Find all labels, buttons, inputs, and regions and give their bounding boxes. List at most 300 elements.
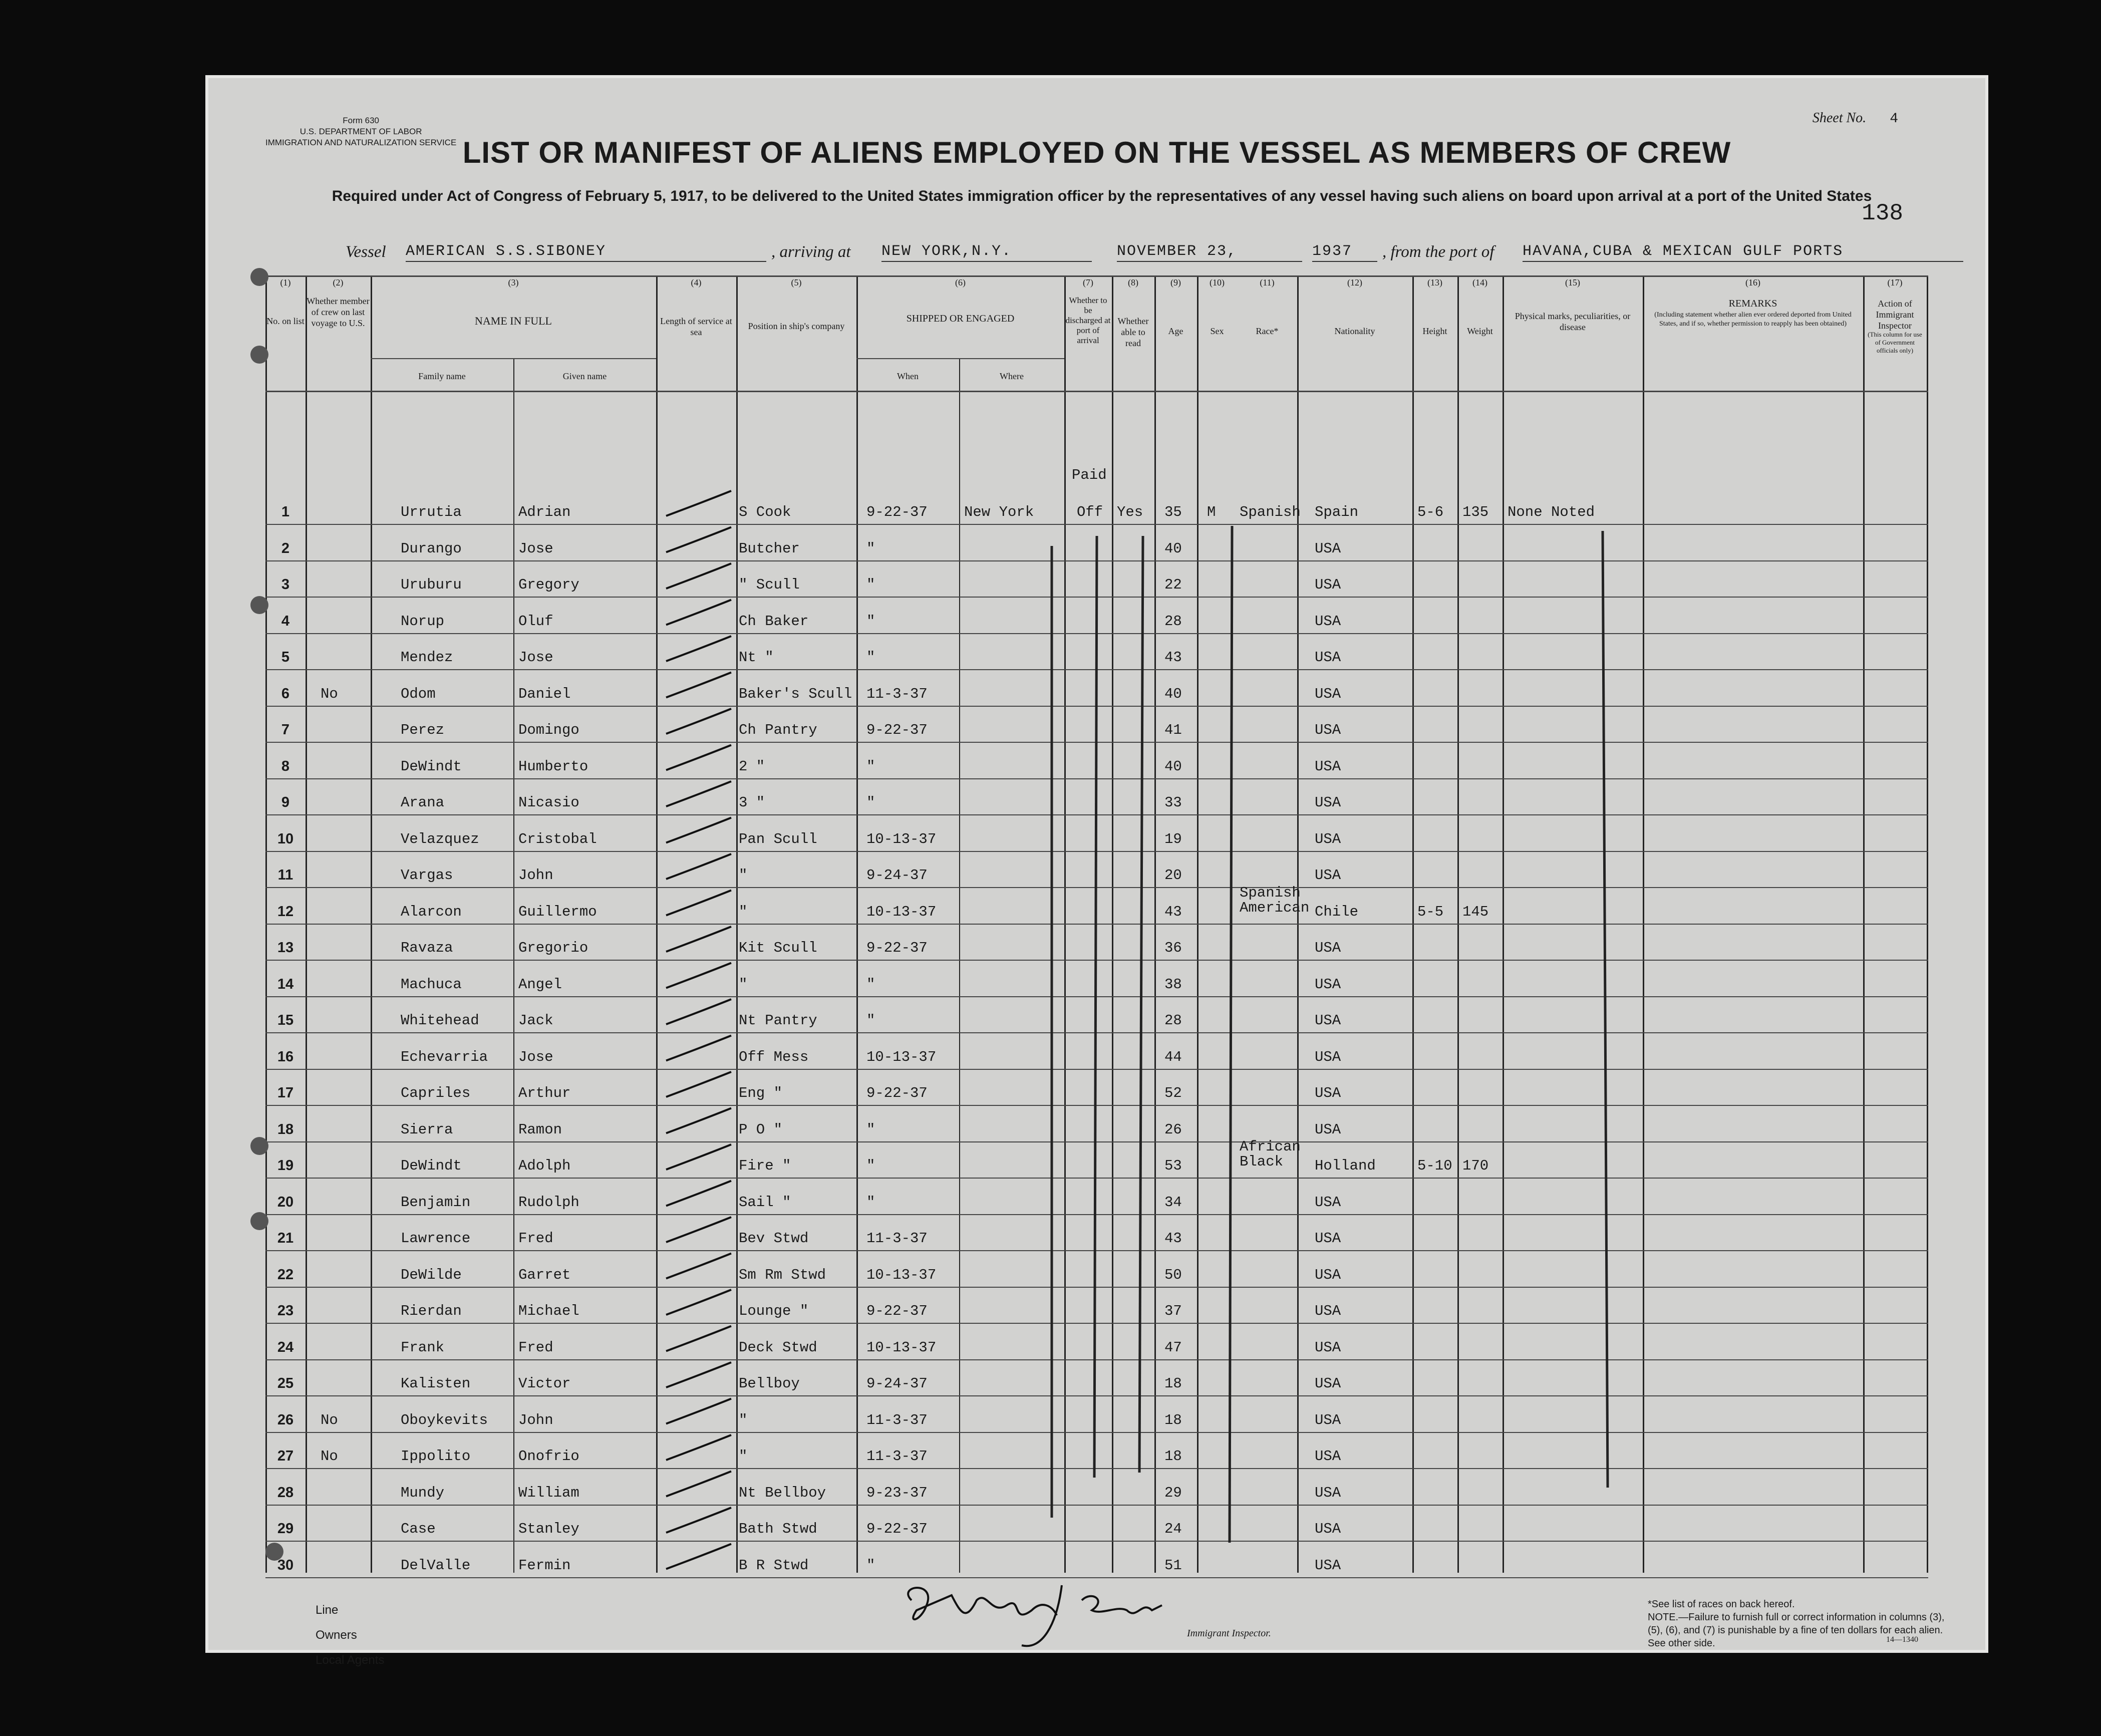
cell-age: 43: [1164, 649, 1182, 666]
cell-family-name: Oboykevits: [401, 1411, 488, 1428]
col-num: (7): [1083, 277, 1093, 287]
cell-position: ": [739, 903, 748, 920]
cell-able-to-read: Yes: [1117, 504, 1143, 520]
footer-labels: [316, 1598, 384, 1673]
service-tick-mark: [666, 963, 731, 988]
col-num: (8): [1128, 277, 1138, 287]
cell-row-number: 25: [277, 1375, 294, 1391]
paid-note: Paid: [1072, 467, 1107, 483]
cell-family-name: DelValle: [401, 1557, 471, 1574]
cell-age: 29: [1164, 1484, 1182, 1501]
cell-row-number: 26: [277, 1411, 294, 1428]
hdr-member-prev: Whether member of crew on last voyage to U.S.: [307, 296, 370, 328]
hdr-action: Action of Immigrant Inspector: [1876, 299, 1914, 331]
cell-age: 34: [1164, 1194, 1182, 1211]
hdr-race: Race*: [1256, 326, 1279, 336]
cell-row-number: 15: [277, 1012, 294, 1028]
hdr-name-in-full: NAME IN FULL: [475, 315, 552, 327]
cell-engaged-when: ": [866, 1557, 875, 1574]
cell-position: Bellboy: [739, 1375, 800, 1392]
cell-prev-voyage: No: [321, 685, 338, 702]
col-num: (10): [1210, 277, 1225, 287]
hdr-remarks-sub: (Including statement whether alien ever ordered deported from United States, and if so, whether permission to reapply has been obtained): [1654, 311, 1852, 328]
cell-engaged-when: ": [866, 613, 875, 630]
cell-family-name: Ippolito: [401, 1448, 471, 1465]
cell-engaged-where: New York: [964, 504, 1034, 520]
crew-table: [265, 275, 1928, 1573]
cell-given-name: Domingo: [518, 722, 579, 738]
service-tick-mark: [666, 927, 731, 952]
cell-position: B R Stwd: [739, 1557, 809, 1574]
hdr-remarks: REMARKS: [1728, 298, 1777, 309]
line-label: Line: [316, 1603, 339, 1617]
cell-nationality: USA: [1315, 1048, 1341, 1065]
sheet-label: Sheet No.: [1812, 110, 1867, 126]
ditto-line: [1094, 536, 1097, 1478]
hdr-discharged: Whether to be discharged at port of arrival: [1065, 296, 1111, 345]
cell-family-name: Norup: [401, 613, 445, 630]
punch-hole: [250, 268, 268, 286]
cell-family-name: Velazquez: [401, 830, 479, 847]
cell-given-name: Garret: [518, 1266, 571, 1283]
cell-nationality: USA: [1315, 1303, 1341, 1319]
cell-engaged-when: 10-13-37: [866, 1339, 937, 1356]
arriving-label: , arriving at: [771, 243, 851, 261]
cell-nationality: USA: [1315, 1085, 1341, 1101]
cell-nationality: USA: [1315, 649, 1341, 666]
cell-family-name: Uruburu: [401, 576, 462, 593]
ditto-line: [1139, 536, 1143, 1473]
hdr-where: Where: [1000, 371, 1024, 381]
inspector-label: Immigrant Inspector.: [1187, 1628, 1271, 1639]
col-num: (2): [333, 277, 344, 287]
service-tick-mark: [666, 891, 731, 916]
cell-age: 22: [1164, 576, 1182, 593]
cell-family-name: Echevarria: [401, 1048, 488, 1065]
cell-position: Eng ": [739, 1085, 783, 1101]
cell-engaged-when: 9-22-37: [866, 1521, 928, 1537]
service-tick-mark: [666, 1544, 731, 1569]
cell-given-name: Daniel: [518, 685, 571, 702]
cell-position: Nt Pantry: [739, 1012, 817, 1029]
cell-engaged-when: 10-13-37: [866, 830, 937, 847]
cell-row-number: 24: [277, 1339, 294, 1355]
cell-engaged-when: 11-3-37: [866, 685, 928, 702]
hdr-family-name: Family name: [418, 371, 466, 381]
cell-age: 33: [1164, 794, 1182, 811]
cell-row-number: 3: [281, 576, 290, 593]
cell-given-name: Oluf: [518, 613, 553, 630]
col-num: (9): [1170, 277, 1181, 287]
cell-engaged-when: 9-24-37: [866, 1375, 928, 1392]
cell-weight: 145: [1462, 903, 1489, 920]
service-tick-mark: [666, 1472, 731, 1497]
cell-engaged-when: 9-24-37: [866, 867, 928, 884]
cell-family-name: Lawrence: [401, 1230, 471, 1247]
cell-family-name: Kalisten: [401, 1375, 471, 1392]
cell-family-name: Frank: [401, 1339, 445, 1356]
service-tick-mark: [666, 1144, 731, 1170]
cell-row-number: 14: [277, 976, 294, 992]
vessel-name: AMERICAN S.S.SIBONEY: [406, 243, 766, 262]
cell-row-number: 30: [277, 1557, 294, 1573]
arrival-year: 1937: [1312, 243, 1377, 262]
cell-engaged-when: 9-22-37: [866, 722, 928, 738]
cell-row-number: 27: [277, 1448, 294, 1464]
cell-engaged-when: 9-22-37: [866, 504, 928, 520]
cell-row-number: 22: [277, 1266, 294, 1283]
cell-engaged-when: 9-23-37: [866, 1484, 928, 1501]
service-tick-mark: [666, 491, 731, 516]
cell-age: 40: [1164, 685, 1182, 702]
cell-engaged-when: 10-13-37: [866, 903, 937, 920]
cell-given-name: Nicasio: [518, 794, 579, 811]
cell-height: 5-10: [1417, 1158, 1452, 1174]
cell-row-number: 8: [281, 758, 290, 774]
cell-position: Ch Pantry: [739, 722, 817, 738]
service-tick-mark: [666, 1326, 731, 1351]
cell-position: Ch Baker: [739, 613, 809, 630]
cell-family-name: Vargas: [401, 867, 453, 884]
cell-family-name: Case: [401, 1521, 436, 1537]
hdr-no-on-list: No. on list: [266, 316, 305, 326]
cell-row-number: 20: [277, 1194, 294, 1210]
service-tick-mark: [666, 527, 731, 552]
hdr-length-service: Length of service at sea: [660, 316, 732, 337]
cell-nationality: USA: [1315, 794, 1341, 811]
cell-row-number: 19: [277, 1158, 294, 1174]
cell-engaged-when: ": [866, 540, 875, 557]
cell-row-number: 28: [277, 1484, 294, 1501]
cell-discharged: Off: [1077, 504, 1103, 520]
vessel-line: [346, 243, 1948, 268]
cell-family-name: Durango: [401, 540, 462, 557]
cell-row-number: 17: [277, 1085, 294, 1101]
cell-row-number: 11: [277, 867, 293, 883]
cell-family-name: Alarcon: [401, 903, 462, 920]
cell-age: 24: [1164, 1521, 1182, 1537]
cell-position: ": [739, 976, 748, 993]
cell-age: 53: [1164, 1158, 1182, 1174]
cell-row-number: 6: [281, 685, 290, 702]
cell-age: 38: [1164, 976, 1182, 993]
cell-nationality: USA: [1315, 613, 1341, 630]
hdr-age: Age: [1168, 326, 1183, 336]
cell-given-name: Rudolph: [518, 1194, 579, 1211]
cell-age: 20: [1164, 867, 1182, 884]
col-num: (13): [1427, 277, 1442, 287]
cell-given-name: William: [518, 1484, 579, 1501]
cell-nationality: USA: [1315, 976, 1341, 993]
cell-age: 43: [1164, 903, 1182, 920]
form-code: 14—1340: [1886, 1635, 1918, 1644]
hdr-position: Position in ship's company: [748, 321, 845, 331]
cell-nationality: USA: [1315, 1521, 1341, 1537]
service-tick-mark: [666, 1181, 731, 1206]
cell-row-number: 12: [277, 903, 294, 920]
cell-height: 5-6: [1417, 504, 1444, 520]
cell-nationality: USA: [1315, 685, 1341, 702]
cell-age: 18: [1164, 1448, 1182, 1465]
hdr-sex: Sex: [1210, 326, 1224, 336]
cell-engaged-when: ": [866, 1158, 875, 1174]
service-tick-mark: [666, 1508, 731, 1533]
cell-row-number: 9: [281, 794, 290, 810]
hdr-shipped: SHIPPED OR ENGAGED: [906, 313, 1015, 324]
cell-given-name: Ramon: [518, 1121, 562, 1138]
cell-family-name: Ravaza: [401, 940, 453, 956]
cell-race: Spanish: [1240, 504, 1301, 520]
cell-row-number: 2: [281, 540, 290, 556]
cell-given-name: Humberto: [518, 758, 588, 775]
service-tick-mark: [666, 1254, 731, 1279]
hdr-height: Height: [1422, 326, 1447, 336]
cell-position: Pan Scull: [739, 830, 817, 847]
service-tick-mark: [666, 999, 731, 1024]
hdr-given-name: Given name: [562, 371, 607, 381]
service-tick-mark: [666, 1399, 731, 1424]
col-num: (12): [1347, 277, 1362, 287]
cell-engaged-when: ": [866, 976, 875, 993]
cell-row-number: 1: [281, 504, 290, 520]
service-tick-mark: [666, 1362, 731, 1387]
sheet-number: [1813, 110, 1898, 127]
cell-position: 2 ": [739, 758, 765, 775]
cell-nationality: USA: [1315, 1448, 1341, 1465]
service-tick-mark: [666, 636, 731, 661]
cell-position: Lounge ": [739, 1303, 809, 1319]
cell-position: Off Mess: [739, 1048, 809, 1065]
hdr-when: When: [897, 371, 919, 381]
col-num: (5): [791, 277, 802, 287]
cell-engaged-when: ": [866, 649, 875, 666]
cell-age: 28: [1164, 613, 1182, 630]
cell-position: P O ": [739, 1121, 783, 1138]
cell-age: 36: [1164, 940, 1182, 956]
cell-family-name: Mendez: [401, 649, 453, 666]
cell-position: ": [739, 867, 748, 884]
cell-nationality: Chile: [1315, 903, 1359, 920]
cell-row-number: 21: [277, 1230, 294, 1246]
cell-given-name: Cristobal: [518, 830, 597, 847]
service-tick-mark: [666, 818, 731, 843]
cell-height: 5-5: [1417, 903, 1444, 920]
cell-row-number: 5: [281, 649, 290, 665]
cell-position: Baker's Scull: [739, 685, 852, 702]
service-tick-mark: [666, 600, 731, 625]
note-races: *See list of races on back hereof.: [1648, 1599, 1795, 1610]
cell-nationality: USA: [1315, 1411, 1341, 1428]
cell-age: 18: [1164, 1411, 1182, 1428]
cell-family-name: Whitehead: [401, 1012, 479, 1029]
punch-hole: [250, 1212, 268, 1230]
cell-family-name: DeWilde: [401, 1266, 462, 1283]
cell-given-name: John: [518, 1411, 553, 1428]
cell-row-number: 4: [281, 613, 290, 629]
form-line: IMMIGRATION AND NATURALIZATION SERVICE: [265, 138, 457, 147]
cell-engaged-when: 9-22-37: [866, 940, 928, 956]
from-port-label: , from the port of: [1382, 243, 1494, 261]
hdr-weight: Weight: [1467, 326, 1493, 336]
service-tick-mark: [666, 563, 731, 589]
cell-nationality: USA: [1315, 1194, 1341, 1211]
page-subtitle: Required under Act of Congress of February 5, 1917, to be delivered to the United States immigration officer by the representatives of any vessel having such aliens on board upon arrival at a port of the United States: [332, 188, 1872, 204]
cell-family-name: Odom: [401, 685, 436, 702]
service-tick-mark: [666, 673, 731, 698]
cell-position: ": [739, 1411, 748, 1428]
cell-given-name: Gregorio: [518, 940, 588, 956]
ditto-line: [1603, 531, 1608, 1488]
cell-family-name: Urrutia: [401, 504, 462, 520]
cell-engaged-when: 10-13-37: [866, 1048, 937, 1065]
cell-given-name: Onofrio: [518, 1448, 579, 1465]
cell-engaged-when: ": [866, 1194, 875, 1211]
cell-age: 50: [1164, 1266, 1182, 1283]
cell-age: 40: [1164, 758, 1182, 775]
cell-nationality: Spain: [1315, 504, 1359, 520]
cell-family-name: Arana: [401, 794, 445, 811]
cell-given-name: Angel: [518, 976, 562, 993]
service-tick-mark: [666, 709, 731, 734]
service-tick-mark: [666, 1290, 731, 1315]
cell-given-name: Adrian: [518, 504, 571, 520]
cell-nationality: USA: [1315, 1375, 1341, 1392]
ditto-line: [1230, 526, 1232, 1543]
cell-engaged-when: ": [866, 576, 875, 593]
cell-given-name: Jack: [518, 1012, 553, 1029]
cell-family-name: Rierdan: [401, 1303, 462, 1319]
cell-row-number: 10: [277, 830, 294, 847]
page-title: LIST OR MANIFEST OF ALIENS EMPLOYED ON THE VESSEL AS MEMBERS OF CREW: [462, 136, 1731, 169]
cell-nationality: USA: [1315, 1484, 1341, 1501]
inspector-signature: [891, 1570, 1192, 1655]
col-num: (17): [1887, 277, 1903, 287]
cell-weight: 135: [1462, 504, 1489, 520]
cell-position: Sm Rm Stwd: [739, 1266, 826, 1283]
cell-age: 35: [1164, 504, 1182, 520]
hdr-nationality: Nationality: [1334, 326, 1375, 336]
cell-sex: M: [1207, 504, 1216, 520]
cell-engaged-when: 9-22-37: [866, 1303, 928, 1319]
cell-position: Butcher: [739, 540, 800, 557]
service-tick-mark: [666, 1217, 731, 1242]
cell-age: 51: [1164, 1557, 1182, 1574]
cell-age: 26: [1164, 1121, 1182, 1138]
cell-family-name: Sierra: [401, 1121, 453, 1138]
ink-marks: [265, 275, 1928, 1573]
cell-age: 47: [1164, 1339, 1182, 1356]
cell-given-name: Jose: [518, 649, 553, 666]
service-tick-mark: [666, 854, 731, 879]
cell-physical-marks: None Noted: [1508, 504, 1595, 520]
cell-position: Nt ": [739, 649, 774, 666]
cell-position: Kit Scull: [739, 940, 817, 956]
cell-age: 41: [1164, 722, 1182, 738]
cell-weight: 170: [1462, 1158, 1489, 1174]
cell-given-name: Fred: [518, 1230, 553, 1247]
cell-engaged-when: 10-13-37: [866, 1266, 937, 1283]
hdr-physical: Physical marks, peculiarities, or disease: [1515, 311, 1631, 332]
col-num: (3): [508, 277, 519, 287]
service-tick-mark: [666, 1036, 731, 1061]
form-line: U.S. DEPARTMENT OF LABOR: [299, 127, 422, 136]
cell-family-name: Capriles: [401, 1085, 471, 1101]
cell-engaged-when: ": [866, 794, 875, 811]
agents-label: Local Agents: [316, 1653, 385, 1667]
cell-engaged-when: ": [866, 758, 875, 775]
cell-given-name: Gregory: [518, 576, 579, 593]
cell-race: African Black: [1240, 1138, 1301, 1170]
punch-hole: [250, 346, 268, 364]
cell-nationality: Holland: [1315, 1158, 1376, 1174]
cell-row-number: 23: [277, 1303, 294, 1319]
cell-engaged-when: ": [866, 1012, 875, 1029]
cell-row-number: 18: [277, 1121, 294, 1137]
service-tick-mark: [666, 781, 731, 806]
cell-nationality: USA: [1315, 867, 1341, 884]
cell-age: 52: [1164, 1085, 1182, 1101]
cell-row-number: 13: [277, 940, 294, 956]
cell-family-name: Perez: [401, 722, 445, 738]
cell-family-name: DeWindt: [401, 1158, 462, 1174]
cell-engaged-when: 9-22-37: [866, 1085, 928, 1101]
vessel-label: Vessel: [346, 243, 386, 261]
col-num: (14): [1472, 277, 1487, 287]
hdr-read: Whether able to read: [1117, 316, 1149, 348]
from-port: HAVANA,CUBA & MEXICAN GULF PORTS: [1523, 243, 1963, 262]
cell-engaged-when: 11-3-37: [866, 1411, 928, 1428]
cell-age: 37: [1164, 1303, 1182, 1319]
arrival-date: NOVEMBER 23,: [1117, 243, 1302, 262]
cell-family-name: Benjamin: [401, 1194, 471, 1211]
cell-row-number: 16: [277, 1048, 294, 1065]
cell-given-name: Fermin: [518, 1557, 571, 1574]
cell-position: Fire ": [739, 1158, 791, 1174]
cell-nationality: USA: [1315, 1230, 1341, 1247]
cell-race: Spanish American: [1240, 884, 1310, 916]
cell-given-name: Adolph: [518, 1158, 571, 1174]
cell-given-name: Jose: [518, 1048, 553, 1065]
cell-age: 43: [1164, 1230, 1182, 1247]
cell-family-name: Machuca: [401, 976, 462, 993]
cell-age: 28: [1164, 1012, 1182, 1029]
cell-position: Bath Stwd: [739, 1521, 817, 1537]
cell-family-name: Mundy: [401, 1484, 445, 1501]
manifest-sheet: [205, 75, 1988, 1667]
cell-engaged-when: 11-3-37: [866, 1448, 928, 1465]
cell-engaged-when: 11-3-37: [866, 1230, 928, 1247]
cell-row-number: 7: [281, 722, 290, 738]
cell-age: 18: [1164, 1375, 1182, 1392]
cell-position: Deck Stwd: [739, 1339, 817, 1356]
cell-position: Bev Stwd: [739, 1230, 809, 1247]
col-num: (4): [691, 277, 702, 287]
punch-hole: [250, 596, 268, 614]
service-tick-mark: [666, 745, 731, 770]
arrival-port: NEW YORK,N.Y.: [881, 243, 1092, 262]
cell-age: 44: [1164, 1048, 1182, 1065]
col-num: (11): [1260, 277, 1275, 287]
cell-position: " Scull: [739, 576, 800, 593]
hdr-action-sub: (This column for use of Government officials only): [1868, 331, 1922, 354]
service-tick-mark: [666, 1435, 731, 1460]
cell-nationality: USA: [1315, 830, 1341, 847]
cell-given-name: Guillermo: [518, 903, 597, 920]
cell-nationality: USA: [1315, 1121, 1341, 1138]
cell-nationality: USA: [1315, 1266, 1341, 1283]
cell-given-name: Arthur: [518, 1085, 571, 1101]
col-num: (1): [280, 277, 291, 287]
